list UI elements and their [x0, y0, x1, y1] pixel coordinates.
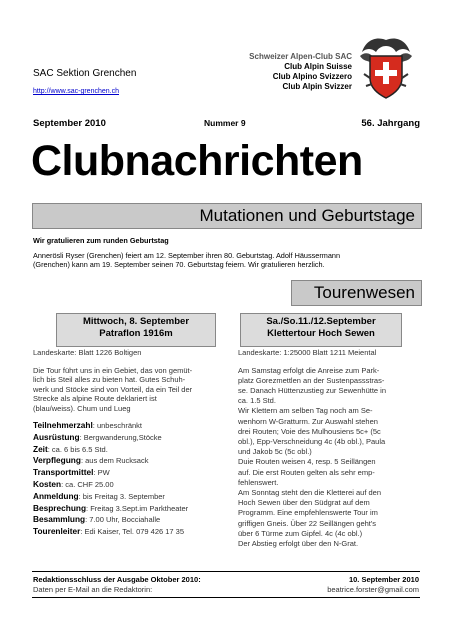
club-name-de: Schweizer Alpen-Club SAC: [249, 52, 352, 61]
tour-desc-line: Programm. Eine empfehlenswerte Tour im: [238, 508, 378, 518]
tour-desc-line: Hoch Sewen über den Südgrat auf dem: [238, 498, 370, 508]
detail-row: Transportmittel: PW: [33, 467, 110, 478]
tour-desc-line: wenhorn W-Gratturm. Zur Auswahl stehen: [238, 416, 378, 426]
tour-desc-line: Der Abstieg erfolgt über den N-Grat.: [238, 538, 359, 548]
detail-row: Anmeldung: bis Freitag 3. September: [33, 490, 165, 501]
website-link[interactable]: http://www.sac-grenchen.ch: [33, 88, 119, 95]
tour-desc-line: drei Routen; Voie des Mulhousiens 5c+ (5c: [238, 426, 381, 436]
tour-desc-line: Am Samstag erfolgt die Anreise zum Park-: [238, 365, 380, 375]
deadline-label: Redaktionsschluss der Ausgabe Oktober 2010:: [33, 575, 201, 584]
deadline-date: 10. September 2010: [348, 575, 419, 584]
issue-month: September 2010: [33, 118, 106, 129]
detail-row: Ausrüstung: Bergwanderung,Stöcke: [33, 431, 162, 442]
tour-desc-line: Am Sonntag steht den die Kletterei auf den: [238, 487, 382, 497]
newsletter-title: Clubnachrichten: [31, 137, 363, 185]
birthday-line: Annerösli Ryser (Grenchen) feiert am 12. September ihren 80. Geburtstag. Adolf Häussermann: [33, 251, 341, 260]
tour-name: Klettertour Hoch Sewen: [267, 328, 375, 339]
email-label: Daten per E-Mail an die Redaktorin:: [33, 584, 153, 594]
editor-email[interactable]: beatrice.forster@gmail.com: [327, 584, 419, 594]
detail-row: Zeit: ca. 6 bis 6.5 Std.: [33, 443, 108, 454]
tour-date: Sa./So.11./12.September: [266, 316, 376, 327]
club-name-block: [249, 52, 352, 92]
tour-desc-line: platz Gorezmettlen an der Sustenpassstras-: [238, 375, 385, 385]
issue-year: 56. Jahrgang: [361, 118, 420, 129]
tour-desc-line: Die Tour führt uns in ein Gebiet, das von gemüt-: [33, 365, 193, 375]
tour-desc-line: obl.), Epp-Verschneidung 4c (4b obl.), Paula: [238, 436, 386, 446]
detail-row: Besammlung: 7.00 Uhr, Bocciahalle: [33, 514, 161, 525]
club-name-fr: Club Alpin Suisse: [284, 62, 352, 71]
footer-divider: [32, 597, 420, 598]
birthday-text: [33, 251, 428, 270]
club-name-it: Club Alpino Svizzero: [272, 72, 352, 81]
landeskarte: Landeskarte: 1:25000 Blatt 1211 Meiental: [238, 348, 377, 357]
tour-desc-line: werk und Stöcke sind von Vorteil, da ein Teil der: [33, 384, 193, 394]
detail-row: Verpflegung: aus dem Rucksack: [33, 455, 149, 466]
tourenwesen-band: [291, 280, 422, 306]
tour-left-column: [33, 348, 231, 538]
club-name-rm: Club Alpin Svizzer: [282, 82, 352, 91]
tour-desc-line: Duie Routen weisen 4, resp. 5 Seillängen: [238, 457, 376, 467]
tour-desc-line: Wir Klettern am selben Tag noch am Se-: [238, 406, 373, 416]
birthday-subheading: Wir gratulieren zum runden Geburtstag: [33, 236, 169, 245]
footer-divider: [32, 571, 420, 572]
mutationen-heading: Mutationen und Geburtstage: [199, 206, 415, 225]
tour-box-patraflon: [56, 313, 216, 347]
tour-desc-line: auf. Die erst Routen gelten als sehr emp-: [238, 467, 375, 477]
landeskarte: Landeskarte: Blatt 1226 Boltigen: [33, 348, 142, 357]
tour-desc-line: über 6 Türme zum Gipfel. 4c (4c obl.): [238, 528, 363, 538]
detail-row: Tourenleiter: Edi Kaiser, Tel. 079 426 17 35: [33, 526, 185, 537]
mutationen-band: [32, 203, 422, 229]
tour-name: Patraflon 1916m: [99, 328, 173, 339]
tour-right-column: [238, 348, 428, 549]
tour-desc-line: (blau/weiss). Chum und Lueg: [33, 403, 131, 413]
tour-desc-line: lich bis Steil alles zu bieten hat. Gutes Schuh-: [33, 375, 186, 384]
sac-logo-icon: [356, 34, 416, 102]
tour-desc-line: ca. 1.5 Std.: [238, 396, 276, 406]
tour-desc-line: se. Danach Hüttenzustieg zur Sewenhütte in: [238, 385, 387, 395]
detail-row: Teilnehmerzahl: unbeschränkt: [33, 420, 142, 430]
detail-row: Besprechung: Freitag 3.Sept.im Parktheater: [33, 502, 189, 513]
tour-desc-line: Strecke als alpine Route deklariert ist: [33, 394, 157, 403]
tourenwesen-heading: Tourenwesen: [313, 283, 415, 302]
footer: [33, 575, 419, 594]
issue-number: Nummer 9: [204, 118, 246, 128]
tour-date: Mittwoch, 8. September: [82, 316, 190, 327]
tour-desc-line: fehlenswert.: [238, 477, 279, 487]
birthday-line: (Grenchen) kann am 19. September seinen 70. Geburtstag feiern. Wir gratulieren herzlich.: [33, 260, 325, 270]
tour-box-hoch-sewen: [240, 313, 402, 347]
tour-desc-line: griffigen Gneis. Über 22 Seillängen geht's: [238, 518, 377, 528]
tour-desc-line: und Jakob 5c (5c obl.): [238, 447, 312, 457]
detail-row: Kosten: ca. CHF 25.00: [33, 478, 114, 489]
section-name: SAC Sektion Grenchen: [33, 68, 137, 79]
